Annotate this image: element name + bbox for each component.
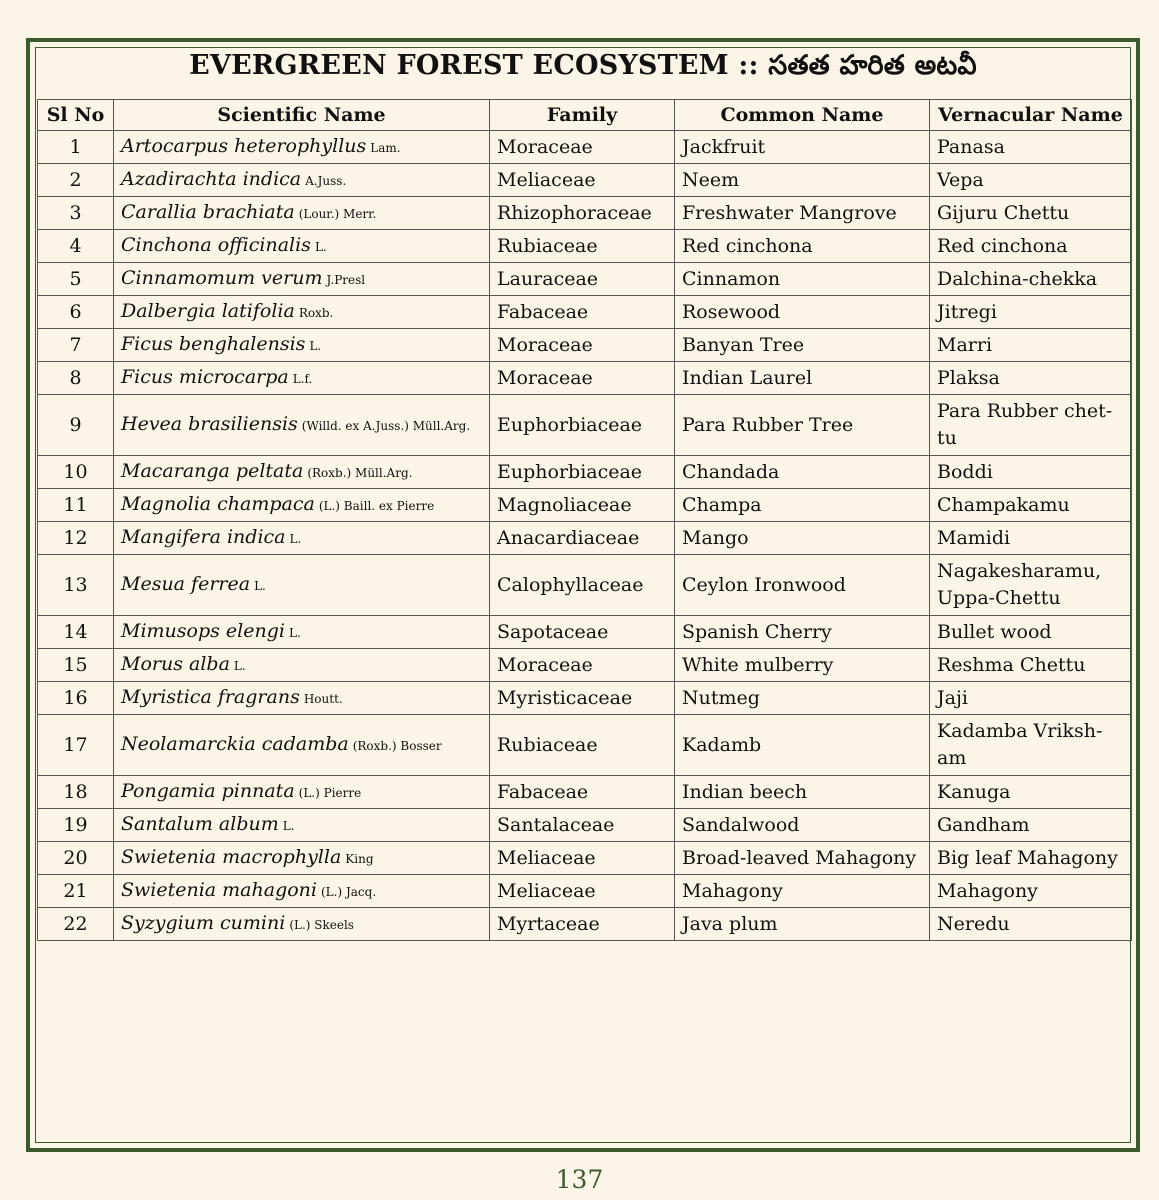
empty-cell: [930, 941, 1132, 942]
species-name: Mesua ferrea: [121, 572, 251, 595]
cell-sl-no: 21: [38, 875, 114, 908]
species-author: (L.) Baill. ex Pierre: [318, 498, 435, 513]
cell-family: Fabaceae: [490, 776, 675, 809]
species-name: Mimusops elengi: [121, 619, 285, 642]
species-author: (L.) Skeels: [289, 917, 354, 932]
species-name: Magnolia champaca: [121, 492, 315, 515]
cell-family: Meliaceae: [490, 164, 675, 197]
cell-sl-no: 10: [38, 456, 114, 489]
cell-common-name: Spanish Cherry: [675, 616, 930, 649]
cell-sl-no: 8: [38, 362, 114, 395]
cell-scientific-name: [114, 296, 490, 329]
cell-common-name: Red cinchona: [675, 230, 930, 263]
cell-common-name: Mahagony: [675, 875, 930, 908]
cell-scientific-name: [114, 908, 490, 941]
cell-sl-no: 6: [38, 296, 114, 329]
cell-scientific-name: [114, 522, 490, 555]
cell-scientific-name: [114, 489, 490, 522]
cell-scientific-name: [114, 197, 490, 230]
table-row: [38, 908, 1132, 941]
cell-sl-no: 16: [38, 682, 114, 715]
cell-scientific-name: [114, 842, 490, 875]
cell-family: Moraceae: [490, 131, 675, 164]
cell-family: Meliaceae: [490, 875, 675, 908]
species-name: Pongamia pinnata: [121, 779, 295, 802]
cell-sl-no: 15: [38, 649, 114, 682]
cell-sl-no: 9: [38, 395, 114, 456]
cell-sl-no: 4: [38, 230, 114, 263]
species-author: (Roxb.) Müll.Arg.: [307, 465, 413, 480]
cell-common-name: Rosewood: [675, 296, 930, 329]
cell-family: Myrtaceae: [490, 908, 675, 941]
table-row: [38, 395, 1132, 456]
cell-scientific-name: [114, 263, 490, 296]
table-header-row: [38, 100, 1132, 131]
cell-scientific-name: [114, 555, 490, 616]
cell-family: Moraceae: [490, 329, 675, 362]
cell-common-name: Indian beech: [675, 776, 930, 809]
empty-cell: [675, 941, 930, 942]
species-author: L.: [288, 625, 301, 640]
cell-vernacular-name: Marri: [930, 329, 1132, 362]
cell-sl-no: 11: [38, 489, 114, 522]
cell-common-name: Para Rubber Tree: [675, 395, 930, 456]
header-vernacular-name: Vernacular Name: [930, 100, 1132, 131]
cell-sl-no: 20: [38, 842, 114, 875]
table-row: [38, 329, 1132, 362]
species-name: Artocarpus heterophyllus: [121, 134, 367, 157]
cell-vernacular-name: Mahagony: [930, 875, 1132, 908]
cell-family: Rubiaceae: [490, 715, 675, 776]
cell-sl-no: 18: [38, 776, 114, 809]
species-name: Ficus benghalensis: [121, 332, 306, 355]
cell-vernacular-name: Kadamba Vriksh-am: [930, 715, 1132, 776]
cell-family: Rhizophoraceae: [490, 197, 675, 230]
table-row: [38, 715, 1132, 776]
cell-sl-no: 13: [38, 555, 114, 616]
species-author: L.: [314, 239, 327, 254]
cell-common-name: Java plum: [675, 908, 930, 941]
cell-scientific-name: [114, 456, 490, 489]
cell-vernacular-name: Jaji: [930, 682, 1132, 715]
cell-common-name: White mulberry: [675, 649, 930, 682]
table-row: [38, 875, 1132, 908]
species-author: L.f.: [292, 371, 313, 386]
cell-vernacular-name: Bullet wood: [930, 616, 1132, 649]
header-common-name: Common Name: [675, 100, 930, 131]
species-author: Lam.: [370, 140, 401, 155]
cell-scientific-name: [114, 164, 490, 197]
cell-scientific-name: [114, 776, 490, 809]
species-author: (Willd. ex A.Juss.) Müll.Arg.: [301, 418, 471, 433]
species-name: Swietenia mahagoni: [121, 878, 317, 901]
cell-common-name: Champa: [675, 489, 930, 522]
table-row: [38, 456, 1132, 489]
species-author: (L.) Pierre: [298, 785, 362, 800]
table-row: [38, 230, 1132, 263]
species-name: Macaranga peltata: [121, 459, 304, 482]
table-row: [38, 362, 1132, 395]
cell-common-name: Ceylon Ironwood: [675, 555, 930, 616]
cell-common-name: Sandalwood: [675, 809, 930, 842]
cell-vernacular-name: Gijuru Chettu: [930, 197, 1132, 230]
cell-family: Sapotaceae: [490, 616, 675, 649]
table-row: [38, 522, 1132, 555]
species-author: King: [345, 851, 374, 866]
cell-family: Rubiaceae: [490, 230, 675, 263]
header-sl-no: Sl No: [38, 100, 114, 131]
cell-common-name: Mango: [675, 522, 930, 555]
species-name: Hevea brasiliensis: [121, 412, 298, 435]
species-name: Mangifera indica: [121, 525, 286, 548]
cell-sl-no: 2: [38, 164, 114, 197]
table-row: [38, 809, 1132, 842]
cell-family: Moraceae: [490, 362, 675, 395]
cell-scientific-name: [114, 329, 490, 362]
species-table: [37, 99, 1132, 941]
page-title: EVERGREEN FOREST ECOSYSTEM :: సతత హరిత అటవీ: [189, 50, 977, 81]
cell-sl-no: 14: [38, 616, 114, 649]
cell-family: Euphorbiaceae: [490, 395, 675, 456]
table-row: [38, 131, 1132, 164]
cell-family: Meliaceae: [490, 842, 675, 875]
cell-family: Myristicaceae: [490, 682, 675, 715]
cell-scientific-name: [114, 875, 490, 908]
table-row: [38, 263, 1132, 296]
table-row: [38, 616, 1132, 649]
species-author: L.: [289, 531, 302, 546]
cell-common-name: Jackfruit: [675, 131, 930, 164]
cell-vernacular-name: Plaksa: [930, 362, 1132, 395]
species-author: J.Presl: [326, 272, 366, 287]
species-name: Azadirachta indica: [121, 167, 302, 190]
cell-vernacular-name: Reshma Chettu: [930, 649, 1132, 682]
cell-sl-no: 12: [38, 522, 114, 555]
cell-family: Calophyllaceae: [490, 555, 675, 616]
cell-family: Moraceae: [490, 649, 675, 682]
species-name: Dalbergia latifolia: [121, 299, 295, 322]
species-name: Cinnamomum verum: [121, 266, 323, 289]
species-name: Santalum album: [121, 812, 279, 835]
cell-vernacular-name: Big leaf Mahagony: [930, 842, 1132, 875]
header-family: Family: [490, 100, 675, 131]
cell-common-name: Neem: [675, 164, 930, 197]
cell-family: Euphorbiaceae: [490, 456, 675, 489]
table-row: [38, 296, 1132, 329]
table-row: [38, 682, 1132, 715]
species-name: Swietenia macrophylla: [121, 845, 342, 868]
cell-common-name: Nutmeg: [675, 682, 930, 715]
species-author: L.: [282, 818, 295, 833]
empty-row: [38, 941, 1132, 942]
page-number: 137: [555, 1165, 604, 1194]
table-body: [38, 131, 1132, 942]
cell-common-name: Banyan Tree: [675, 329, 930, 362]
cell-family: Santalaceae: [490, 809, 675, 842]
table-row: [38, 164, 1132, 197]
table-row: [38, 489, 1132, 522]
table-row: [38, 649, 1132, 682]
cell-vernacular-name: Boddi: [930, 456, 1132, 489]
species-name: Cinchona officinalis: [121, 233, 311, 256]
table-row: [38, 842, 1132, 875]
species-author: (Roxb.) Bosser: [352, 738, 442, 753]
cell-scientific-name: [114, 131, 490, 164]
cell-scientific-name: [114, 649, 490, 682]
cell-scientific-name: [114, 616, 490, 649]
cell-vernacular-name: Panasa: [930, 131, 1132, 164]
cell-family: Fabaceae: [490, 296, 675, 329]
empty-cell: [38, 941, 114, 942]
species-author: L.: [254, 578, 266, 593]
cell-vernacular-name: Neredu: [930, 908, 1132, 941]
cell-common-name: Freshwater Mangrove: [675, 197, 930, 230]
species-name: Syzygium cumini: [121, 911, 286, 934]
cell-scientific-name: [114, 362, 490, 395]
species-name: Morus alba: [121, 652, 230, 675]
cell-vernacular-name: Mamidi: [930, 522, 1132, 555]
header-scientific-name: Scientific Name: [114, 100, 490, 131]
species-author: L.: [309, 338, 322, 353]
cell-sl-no: 19: [38, 809, 114, 842]
cell-scientific-name: [114, 715, 490, 776]
cell-vernacular-name: Dalchina-chekka: [930, 263, 1132, 296]
species-author: (L.) Jacq.: [320, 884, 377, 899]
table-row: [38, 776, 1132, 809]
cell-common-name: Broad-leaved Mahagony: [675, 842, 930, 875]
species-name: Neolamarckia cadamba: [121, 732, 349, 755]
cell-sl-no: 17: [38, 715, 114, 776]
cell-common-name: Chandada: [675, 456, 930, 489]
species-author: A.Juss.: [305, 173, 347, 188]
table-row: [38, 197, 1132, 230]
species-author: Houtt.: [303, 691, 343, 706]
table-row: [38, 555, 1132, 616]
empty-cell: [114, 941, 490, 942]
cell-family: Anacardiaceae: [490, 522, 675, 555]
cell-sl-no: 7: [38, 329, 114, 362]
cell-vernacular-name: Para Rubber chet-tu: [930, 395, 1132, 456]
cell-vernacular-name: Kanuga: [930, 776, 1132, 809]
cell-scientific-name: [114, 809, 490, 842]
species-author: L.: [233, 658, 246, 673]
cell-common-name: Kadamb: [675, 715, 930, 776]
cell-common-name: Cinnamon: [675, 263, 930, 296]
cell-vernacular-name: Red cinchona: [930, 230, 1132, 263]
cell-sl-no: 22: [38, 908, 114, 941]
cell-sl-no: 3: [38, 197, 114, 230]
cell-vernacular-name: Champakamu: [930, 489, 1132, 522]
cell-sl-no: 5: [38, 263, 114, 296]
species-author: (Lour.) Merr.: [298, 206, 377, 221]
cell-family: Lauraceae: [490, 263, 675, 296]
cell-vernacular-name: Gandham: [930, 809, 1132, 842]
cell-vernacular-name: Jitregi: [930, 296, 1132, 329]
empty-cell: [490, 941, 675, 942]
cell-scientific-name: [114, 230, 490, 263]
cell-vernacular-name: Nagakesharamu, Uppa-Chettu: [930, 555, 1132, 616]
cell-scientific-name: [114, 395, 490, 456]
cell-sl-no: 1: [38, 131, 114, 164]
species-name: Myristica fragrans: [121, 685, 300, 708]
cell-family: Magnoliaceae: [490, 489, 675, 522]
species-author: Roxb.: [298, 305, 334, 320]
cell-scientific-name: [114, 682, 490, 715]
species-name: Carallia brachiata: [121, 200, 295, 223]
species-name: Ficus microcarpa: [121, 365, 289, 388]
cell-vernacular-name: Vepa: [930, 164, 1132, 197]
cell-common-name: Indian Laurel: [675, 362, 930, 395]
